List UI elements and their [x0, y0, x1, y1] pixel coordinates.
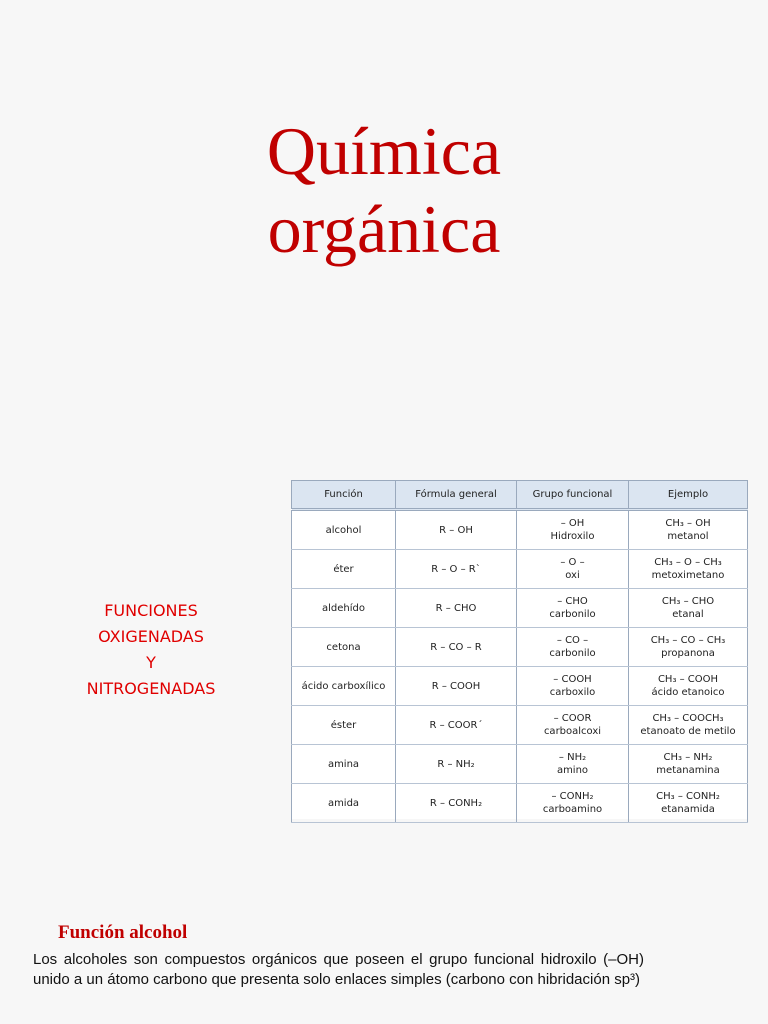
cell-ejemplo-text-2: metoximetano: [651, 570, 725, 581]
cell-ejemplo-text-2: etanal: [672, 609, 704, 620]
cell-funcion: [292, 706, 396, 745]
cell-ejemplo: [629, 628, 748, 667]
cell-formula: [396, 550, 517, 589]
cell-ejemplo: [629, 667, 748, 706]
cell-ejemplo-text-2: ácido etanoico: [651, 687, 725, 698]
cell-formula-text-1: R – CO – R: [430, 641, 482, 653]
table-row: [292, 745, 748, 784]
functions-label-line-4: NITROGENADAS: [86, 679, 216, 698]
cell-ejemplo: [629, 745, 748, 784]
cell-grupo-text-2: amino: [556, 765, 589, 776]
cell-grupo-text-2: carbonilo: [549, 648, 596, 659]
cell-grupo: [517, 745, 629, 784]
header-ejemplo: Ejemplo: [629, 481, 748, 510]
table-row: [292, 550, 748, 589]
cell-ejemplo-text-2: etanoato de metilo: [640, 726, 736, 737]
cell-grupo-text-2: Hidroxilo: [550, 531, 595, 542]
functions-label: [66, 598, 236, 702]
cell-ejemplo: [629, 784, 748, 823]
cell-grupo-text-1: – O –: [560, 557, 585, 568]
cell-funcion-text-1: éster: [330, 719, 357, 731]
table-row: [292, 589, 748, 628]
cell-ejemplo: [629, 706, 748, 745]
cell-formula: [396, 745, 517, 784]
cell-formula-text-1: R – CHO: [435, 602, 477, 614]
table-row: [292, 628, 748, 667]
cell-ejemplo: [629, 550, 748, 589]
cell-funcion-text-1: alcohol: [325, 524, 362, 536]
cell-formula-text-1: R – COOH: [431, 680, 481, 692]
cell-funcion-text-1: amina: [327, 758, 360, 770]
cell-funcion: [292, 667, 396, 706]
functions-label-line-1: FUNCIONES: [104, 601, 198, 620]
table-row: [292, 706, 748, 745]
functions-label-line-3: Y: [146, 653, 156, 672]
cell-grupo: [517, 628, 629, 667]
table-row: [292, 784, 748, 823]
cell-formula: [396, 706, 517, 745]
cell-funcion: [292, 784, 396, 823]
cell-grupo-text-2: oxi: [565, 570, 580, 581]
header-formula-general: Fórmula general: [396, 481, 517, 510]
title-line-2: orgánica: [267, 191, 501, 267]
cell-grupo-text-2: carboamino: [542, 804, 603, 815]
header-grupo-funcional: Grupo funcional: [517, 481, 629, 510]
cell-ejemplo-text-2: etanamida: [661, 804, 715, 815]
section-paragraph: Los alcoholes son compuestos orgánicos que poseen el grupo funcional hidroxilo (–OH) unido a un átomo carbono que presenta solo enlaces simples (carbono con hibridación sp³): [33, 951, 644, 988]
cell-formula: [396, 589, 517, 628]
cell-grupo-text-1: – OH: [560, 518, 585, 529]
cell-ejemplo-text-2: metanol: [667, 531, 709, 542]
cell-ejemplo: [629, 510, 748, 550]
cell-formula: [396, 628, 517, 667]
cell-grupo: [517, 784, 629, 823]
cell-grupo-text-1: – NH₂: [558, 752, 587, 763]
cell-funcion: [292, 745, 396, 784]
cell-funcion: [292, 510, 396, 550]
cell-funcion: [292, 589, 396, 628]
table-header-row: [292, 481, 748, 510]
cell-grupo: [517, 706, 629, 745]
cell-grupo-text-2: carboalcoxi: [543, 726, 602, 737]
cell-formula-text-1: R – CONH₂: [429, 797, 483, 809]
cell-ejemplo-text-1: CH₃ – CHO: [661, 596, 715, 607]
table-row: [292, 667, 748, 706]
header-funcion: Función: [292, 481, 396, 510]
cell-grupo-text-1: – CONH₂: [551, 791, 594, 802]
cell-funcion-text-1: cetona: [326, 641, 361, 653]
cell-grupo: [517, 510, 629, 550]
cell-funcion-text-1: aldehído: [322, 602, 365, 614]
cell-grupo: [517, 667, 629, 706]
cell-grupo-text-1: – COOH: [553, 674, 592, 685]
cell-grupo: [517, 589, 629, 628]
cell-formula-text-1: R – OH: [439, 524, 473, 536]
cell-ejemplo-text-1: CH₃ – OH: [665, 518, 711, 529]
functional-groups-table: [291, 480, 747, 819]
cell-ejemplo-text-2: propanona: [661, 648, 715, 659]
cell-funcion-text-1: ácido carboxílico: [301, 680, 386, 692]
cell-ejemplo-text-1: CH₃ – CONH₂: [656, 791, 720, 802]
cell-formula: [396, 667, 517, 706]
cell-formula-text-1: R – COOR´: [429, 719, 483, 731]
cell-formula: [396, 784, 517, 823]
cell-ejemplo-text-1: CH₃ – COOH: [657, 674, 719, 685]
functions-label-line-2: OXIGENADAS: [98, 627, 204, 646]
title-line-1: Química: [266, 113, 502, 189]
page-title: [0, 112, 768, 268]
cell-ejemplo-text-2: metanamina: [656, 765, 720, 776]
cell-funcion-text-1: amida: [327, 797, 360, 809]
cell-ejemplo-text-1: CH₃ – O – CH₃: [654, 557, 722, 568]
cell-ejemplo-text-1: CH₃ – CO – CH₃: [650, 635, 726, 646]
cell-funcion-text-1: éter: [333, 563, 354, 575]
cell-grupo-text-2: carbonilo: [549, 609, 596, 620]
cell-ejemplo: [629, 589, 748, 628]
cell-formula-text-1: R – NH₂: [437, 758, 475, 770]
cell-grupo-text-1: – COOR: [553, 713, 592, 724]
functions-table: [291, 480, 748, 823]
cell-grupo: [517, 550, 629, 589]
cell-ejemplo-text-1: CH₃ – COOCH₃: [652, 713, 724, 724]
table-row: [292, 510, 748, 550]
section-title: Función alcohol: [58, 922, 188, 943]
cell-grupo-text-1: – CO –: [556, 635, 589, 646]
cell-formula-text-1: R – O – R`: [431, 563, 481, 575]
cell-formula: [396, 510, 517, 550]
cell-grupo-text-1: – CHO: [557, 596, 588, 607]
cell-grupo-text-2: carboxilo: [549, 687, 596, 698]
cell-funcion: [292, 550, 396, 589]
cell-ejemplo-text-1: CH₃ – NH₂: [663, 752, 713, 763]
cell-funcion: [292, 628, 396, 667]
